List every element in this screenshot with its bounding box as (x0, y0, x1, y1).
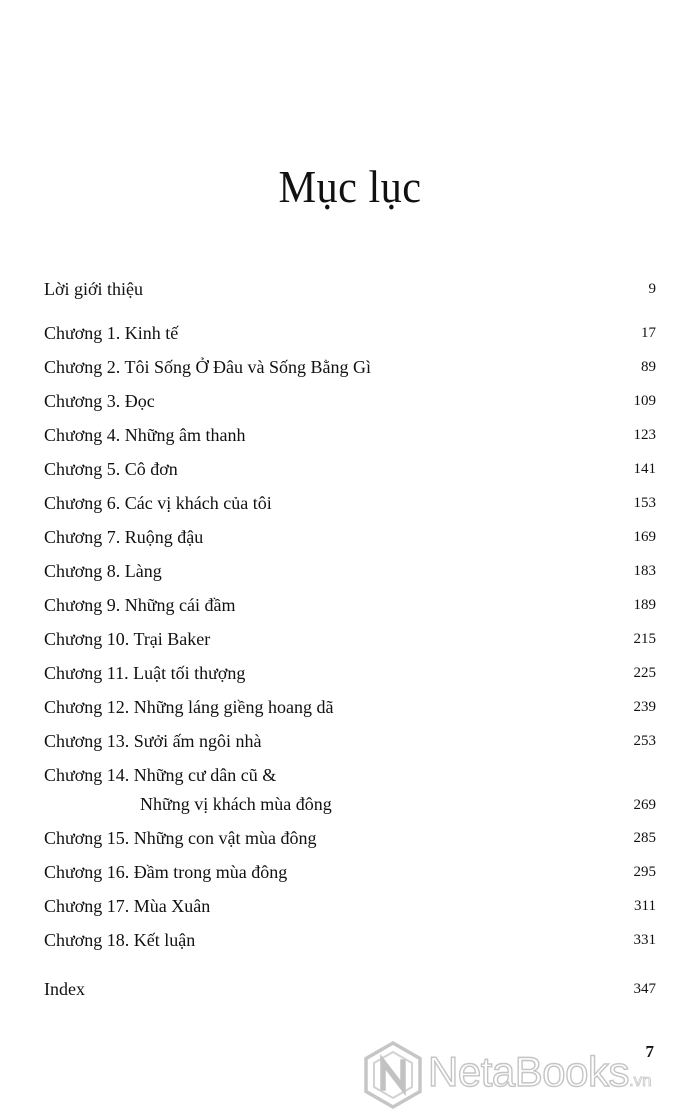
toc-entry-label: Chương 6. Các vị khách của tôi (44, 493, 272, 513)
toc-entry-label: Chương 4. Những âm thanh (44, 425, 246, 445)
toc-entry-page: 331 (633, 932, 656, 948)
toc-entry-label: Chương 15. Những con vật mùa đông (44, 828, 317, 848)
toc-entry-label: Chương 14. Những cư dân cũ & (44, 765, 277, 785)
toc-entry-label: Chương 11. Luật tối thượng (44, 663, 246, 683)
toc-entry-label: Chương 1. Kinh tế (44, 323, 179, 343)
toc-entry-label: Chương 17. Mùa Xuân (44, 896, 211, 916)
toc-entry-page: 183 (633, 563, 656, 579)
toc-entry-label: Chương 18. Kết luận (44, 930, 196, 950)
toc-entry-label: Chương 10. Trại Baker (44, 629, 211, 649)
toc-entry-label: Chương 7. Ruộng đậu (44, 527, 204, 547)
toc-entry-label: Chương 2. Tôi Sống Ở Đâu và Sống Bằng Gì (44, 357, 371, 377)
toc-entry-label: Chương 5. Cô đơn (44, 459, 178, 479)
toc-entry-page: 89 (641, 359, 656, 375)
watermark-brand: NetaBooks (428, 1048, 629, 1095)
toc-entry-page: 17 (641, 325, 656, 341)
page-title: Mục lục (278, 161, 422, 212)
toc-entry-page: 347 (633, 981, 656, 997)
toc-entry-page: 109 (633, 393, 656, 409)
toc-entry-label: Chương 12. Những láng giềng hoang dã (44, 697, 334, 717)
toc-entry-page: 189 (633, 597, 656, 613)
toc-entry-page: 153 (633, 495, 656, 511)
toc-entry-page: 269 (633, 797, 656, 813)
toc-entry-page: 141 (633, 461, 656, 477)
watermark-suffix: .vn (628, 1071, 652, 1090)
page-number: 7 (645, 1042, 654, 1061)
toc-entry-page: 123 (633, 427, 656, 443)
toc-entry-page: 285 (633, 830, 656, 846)
toc-entry-label: Lời giới thiệu (44, 279, 144, 299)
toc-entry-label: Chương 16. Đầm trong mùa đông (44, 862, 288, 882)
toc-entry-page: 253 (633, 733, 656, 749)
toc-entry-page: 295 (633, 864, 656, 880)
watermark-text (428, 1048, 652, 1096)
toc-entry-page: 311 (634, 898, 656, 914)
toc-entry-label-continuation: Những vị khách mùa đông (140, 794, 332, 814)
toc-entry-page: 9 (648, 281, 656, 297)
toc-entry-page: 169 (633, 529, 656, 545)
toc-entry-label: Chương 3. Đọc (44, 391, 155, 411)
toc-entry-page: 239 (633, 699, 656, 715)
toc-entry-label: Chương 8. Làng (44, 561, 162, 581)
watermark (362, 1040, 692, 1110)
toc-entry-page: 215 (633, 631, 656, 647)
netabooks-n-logo-icon (362, 1040, 424, 1110)
toc-entry-label: Chương 13. Sưởi ấm ngôi nhà (44, 731, 262, 751)
toc-entry-page: 225 (633, 665, 656, 681)
toc-entry-label: Chương 9. Những cái đầm (44, 595, 236, 615)
toc-entry-label: Index (44, 979, 85, 999)
